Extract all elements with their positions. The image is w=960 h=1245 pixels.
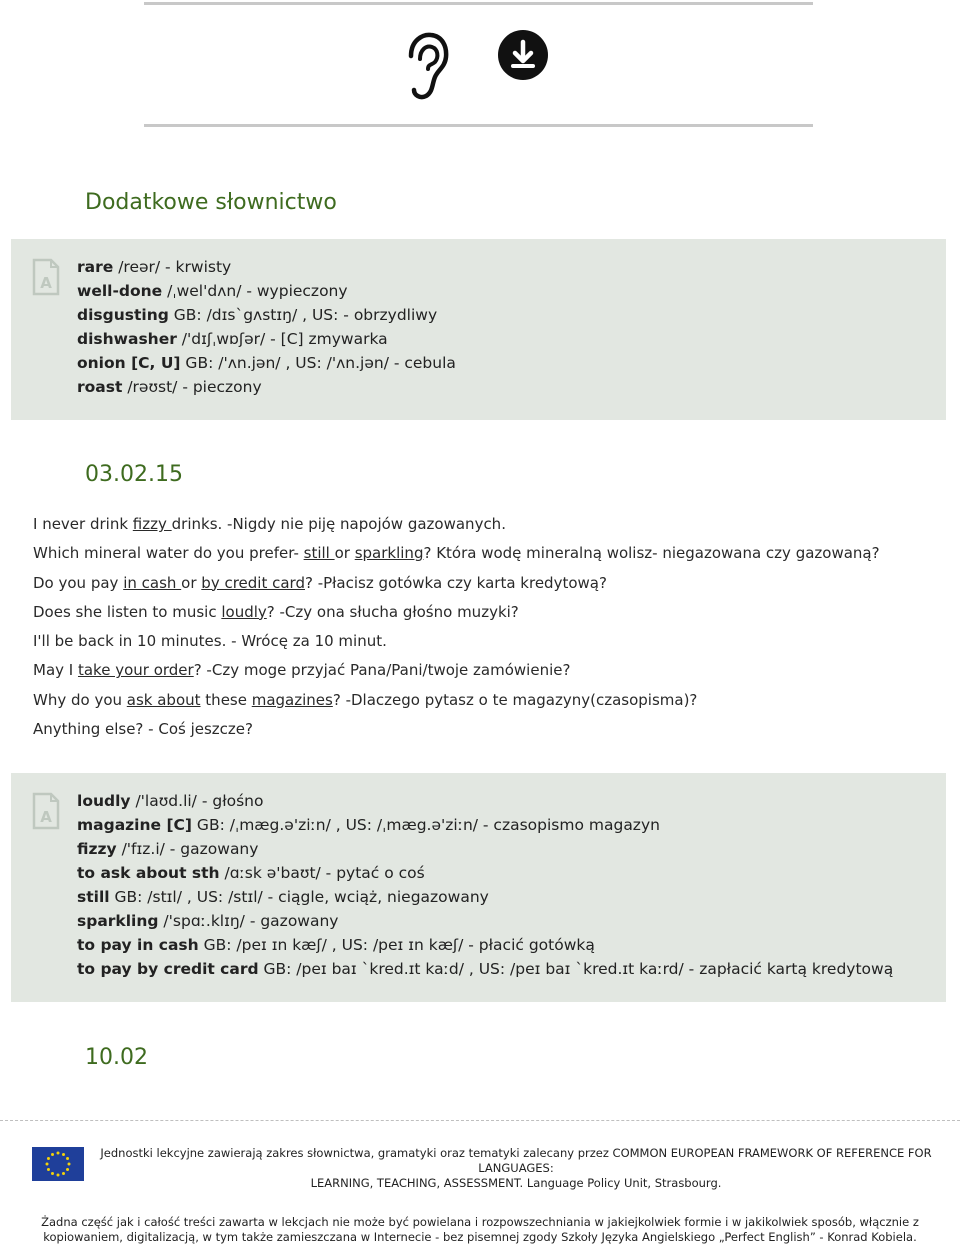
vocabulary-item (77, 789, 893, 813)
vocab-definition: GB: /ˌmæg.ə'ziːn/ , US: /ˌmæg.ə'ziːn/ - czasopismo magazyn (192, 816, 660, 834)
flag-star (66, 1168, 69, 1171)
vocab-term: onion [C, U] (77, 354, 181, 372)
sentence-text: Do you pay (33, 573, 124, 592)
underlined-phrase: fizzy (132, 515, 172, 533)
vocab-term: to pay by credit card (77, 960, 259, 978)
example-sentences (33, 513, 880, 747)
vocabulary-item (77, 813, 893, 837)
vocab-term: rare (77, 258, 114, 276)
vocab-term: sparkling (77, 912, 159, 930)
vocab-definition: GB: /stɪl/ , US: /stɪl/ - ciągle, wciąż, niegazowany (109, 888, 489, 906)
vocabulary-item (77, 279, 456, 303)
vocab-definition: /'fɪz.i/ - gazowany (116, 840, 259, 858)
underlined-phrase: ask about (126, 690, 201, 709)
vocab-term: loudly (77, 792, 131, 810)
underlined-phrase: still (303, 544, 335, 563)
sentence-item (33, 689, 880, 718)
sentence-text: I'll be back in 10 minutes. - Wrócę za 10 minut. (33, 632, 387, 651)
footer-copyright (20, 1215, 940, 1245)
vocab-term: disgusting (77, 306, 169, 324)
flag-star (47, 1157, 50, 1160)
vocabulary-item (77, 351, 456, 375)
lesson-date: 03.02.15 (85, 462, 183, 487)
lesson-date: 10.02 (85, 1045, 148, 1070)
sentence-item (33, 572, 880, 601)
flag-star (51, 1153, 54, 1156)
vocab-definition: GB: /peɪ ɪn kæʃ/ , US: /peɪ ɪn kæʃ/ - płacić gotówką (198, 936, 595, 954)
sentence-text: ? -Płacisz gotówka czy karta kredytową? (304, 573, 607, 592)
sentence-text: Which mineral water do you prefer- (33, 544, 304, 563)
vocabulary-item (77, 909, 893, 933)
sentence-text: or (181, 573, 202, 592)
svg-text:A: A (40, 808, 52, 826)
flag-star (47, 1168, 50, 1171)
flag-star (62, 1153, 65, 1156)
vocab-term: fizzy (77, 840, 117, 858)
sentence-text: Anything else? - Coś jeszcze? (33, 720, 253, 739)
vocab-term: to pay in cash (77, 936, 199, 954)
vocabulary-item (77, 303, 456, 327)
vocab-term: roast (77, 378, 123, 396)
flag-star (62, 1172, 65, 1175)
vocab-definition: /ˌwel'dʌn/ - wypieczony (162, 282, 348, 300)
vocab-definition: /rəʊst/ - pieczony (122, 378, 262, 396)
document-icon (31, 258, 61, 296)
eu-flag-icon (32, 1147, 84, 1181)
vocab-term: dishwasher (77, 330, 177, 348)
underlined-phrase: in cash (123, 573, 182, 592)
vocabulary-item (77, 885, 893, 909)
underlined-phrase: by credit card (201, 573, 305, 592)
vocab-definition: /'spɑː.klɪŋ/ - gazowany (158, 912, 339, 930)
footer-divider (0, 1120, 960, 1121)
footer-cefr-note (96, 1146, 936, 1191)
vocab-definition: /ɑːsk ə'baʊt/ - pytać o coś (219, 864, 425, 882)
sentence-text: or (334, 544, 355, 563)
vocab-term: magazine [C] (77, 816, 192, 834)
vocab-definition: GB: /peɪ baɪ `kred.ɪt kaːd/ , US: /peɪ baɪ `kred.ɪt kaːrd/ - zapłacić kartą kredytową (258, 960, 894, 978)
flag-star (51, 1172, 54, 1175)
vocabulary-list (77, 255, 456, 399)
underlined-phrase: take your order (77, 661, 194, 680)
sentence-text: ? -Dlaczego pytasz o te magazyny(czasopisma)? (332, 690, 698, 709)
sentence-text: May I (33, 661, 78, 680)
vocabulary-item (77, 837, 893, 861)
sentence-item (33, 542, 880, 571)
flag-star (66, 1157, 69, 1160)
footer-line: kopiowaniem, digitalizacją, w tym także zamieszczana w Internecie - bez pisemnej zgody Szkoły Języka Angielskiego „Perfect English” - Konrad Kobiela. (43, 1230, 917, 1244)
underlined-phrase: magazines (251, 690, 333, 709)
vocabulary-list (77, 789, 893, 981)
sentence-text: Does she listen to music (33, 602, 222, 621)
sentence-item (33, 513, 880, 542)
vocabulary-box (11, 239, 946, 420)
sentence-text: ? Która wodę mineralną wolisz- niegazowana czy gazowaną? (423, 544, 880, 563)
flag-star (46, 1163, 49, 1166)
vocabulary-box (11, 773, 946, 1002)
sentence-text: ? -Czy ona słucha głośno muzyki? (266, 602, 519, 621)
vocab-definition: /reər/ - krwisty (113, 258, 232, 276)
vocabulary-item (77, 375, 456, 399)
vocab-term: to ask about sth (77, 864, 220, 882)
vocabulary-item (77, 861, 893, 885)
footer-line: Żadna część jak i całość treści zawarta w lekcjach nie może być powielana i rozpowszechniania w jakiejkolwiek formie i w jakikolwiek sposób, włącznie z (41, 1215, 919, 1229)
sentence-text: ? -Czy moge przyjać Pana/Pani/twoje zamówienie? (193, 661, 571, 680)
vocabulary-item (77, 255, 456, 279)
sentence-text: these (200, 690, 252, 709)
vocab-term: well-done (77, 282, 163, 300)
vocab-definition: GB: /'ʌn.jən/ , US: /'ʌn.jən/ - cebula (180, 354, 456, 372)
footer-line: Jednostki lekcyjne zawierają zakres słownictwa, gramatyki oraz tematyki zalecany przez COMMON EUROPEAN FRAMEWORK OF REFERENCE FOR LANGUAGES: (100, 1146, 932, 1175)
footer-line: LEARNING, TEACHING, ASSESSMENT. Language Policy Unit, Strasbourg. (310, 1176, 722, 1190)
sentence-text: Why do you (33, 690, 127, 709)
toolbar-divider (144, 124, 813, 127)
document-icon (31, 792, 61, 830)
ear-icon[interactable] (401, 30, 449, 102)
sentence-text: I never drink (33, 515, 133, 533)
flag-star (57, 1152, 60, 1155)
vocab-definition: /'dɪʃˌwɒʃər/ - [C] zmywarka (176, 330, 388, 348)
vocab-term: still (77, 888, 110, 906)
sentence-item (33, 659, 880, 688)
underlined-phrase: loudly (221, 602, 267, 621)
vocabulary-item (77, 957, 893, 981)
sentence-item (33, 601, 880, 630)
svg-text:A: A (40, 274, 52, 292)
flag-star (57, 1174, 60, 1177)
vocabulary-item (77, 327, 456, 351)
sentence-text: drinks. -Nigdy nie piję napojów gazowanych. (171, 515, 506, 533)
sentence-item (33, 718, 880, 747)
vocab-definition: /'laʊd.li/ - głośno (130, 792, 264, 810)
vocabulary-item (77, 933, 893, 957)
vocab-definition: GB: /dɪs`gʌstɪŋ/ , US: - obrzydliwy (168, 306, 438, 324)
section-title: Dodatkowe słownictwo (85, 190, 337, 215)
footer (0, 1120, 960, 1245)
sentence-item (33, 630, 880, 659)
top-divider (144, 2, 813, 5)
underlined-phrase: sparkling (354, 544, 424, 563)
flag-star (68, 1163, 71, 1166)
download-icon[interactable] (497, 29, 549, 81)
